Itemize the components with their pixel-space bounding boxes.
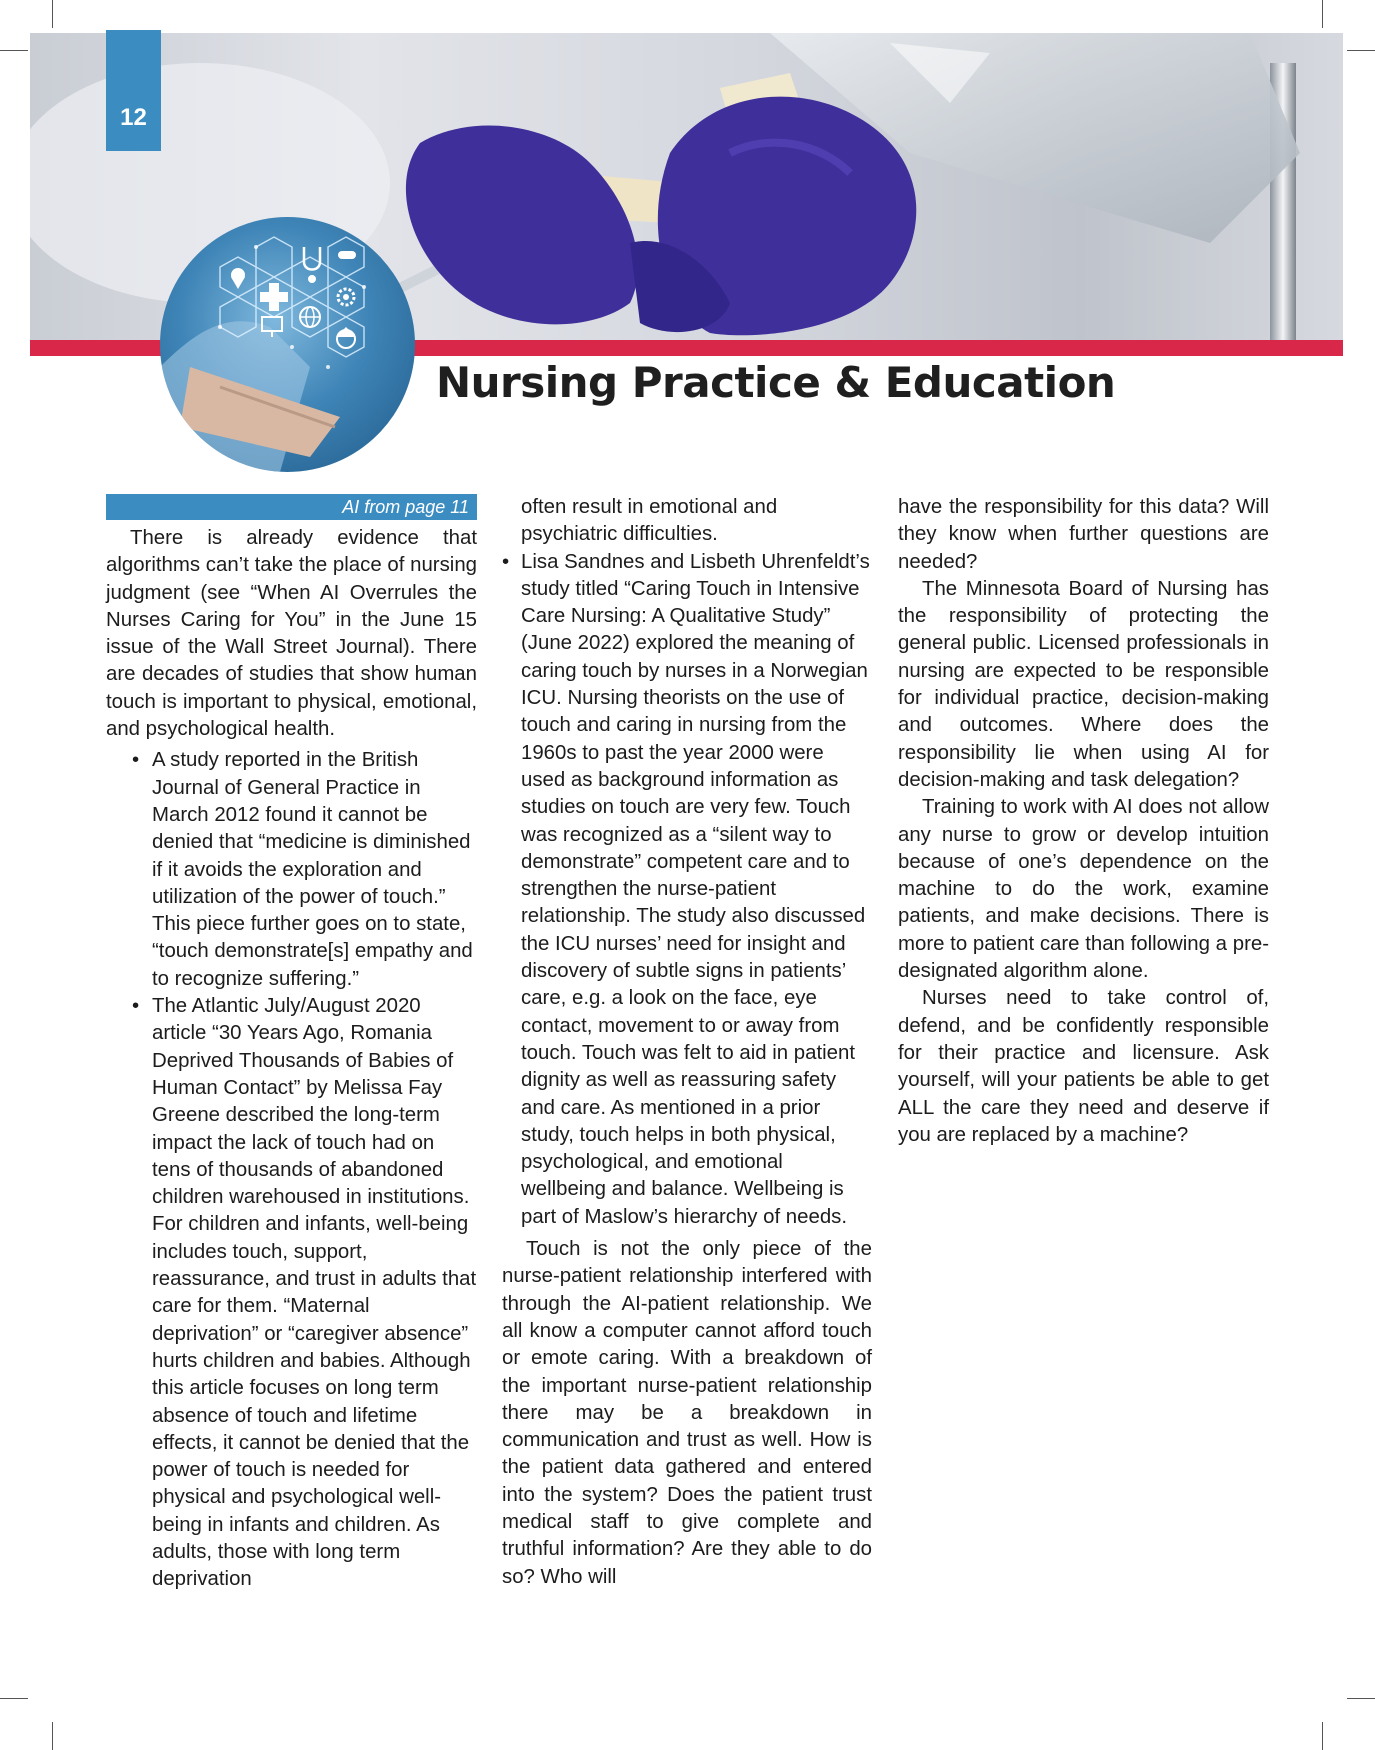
globe-icon bbox=[300, 307, 320, 327]
continued-from-label: AI from page 11 bbox=[106, 494, 477, 520]
crop-mark-top-right-v bbox=[1322, 0, 1323, 28]
continued-bullet-text: often result in emotional and psychiatric difficulties. bbox=[521, 496, 778, 546]
bullet-text: The Atlantic July/August 2020 article “30 Years Ago, Romania Deprived Thousands of Babies of Human Contact” by Melissa Fay Greene described the long-term impact the lack of touch had on tens of thousands of abandoned children warehoused in institutions. bbox=[152, 995, 470, 1209]
bullet-item bbox=[106, 747, 477, 993]
page-number: 12 bbox=[106, 30, 161, 151]
crop-mark-top-left-h bbox=[0, 50, 28, 51]
bullet-icon: • bbox=[502, 550, 510, 573]
body-paragraph: The Minnesota Board of Nursing has the responsibility of protecting the general public. Licensed professionals in nursing are expected to be responsible for individual practice, decision-making and outcomes. Where does the responsibility lie when using AI for decision-making and task delegation? bbox=[898, 577, 1269, 791]
bullet-item bbox=[106, 993, 477, 1211]
crop-mark-top-left-v bbox=[52, 0, 53, 28]
intro-paragraph: There is already evidence that algorithms can’t take the place of nursing judgment (see “When AI Overrules the Nurses Caring for You” in the June 15 issue of the Wall Street Journal). There are decades of studies that show human touch is important to physical, emotional, and psychological health. bbox=[106, 527, 477, 741]
bullet-icon: • bbox=[132, 995, 140, 1018]
body-paragraph: Touch is not the only piece of the nurse-patient relationship interfered with through the AI-patient relationship. We all know a computer cannot afford touch or emote caring. With a breakdown of the important nurse-patient relationship there may be a breakdown in communication and trust as well. How is the patient data gathered and entered into the system? Does the patient trust medical staff to give complete and truthful information? Are they able to do so? Who will bbox=[502, 1238, 872, 1588]
article-column-3 bbox=[898, 494, 1269, 1149]
crop-mark-top-right-h bbox=[1347, 50, 1375, 51]
gear-icon bbox=[338, 289, 354, 305]
section-title: Nursing Practice & Education bbox=[436, 358, 1116, 407]
body-paragraph: Nurses need to take control of, defend, and be confidently responsible for their practice and licensure. Ask yourself, will your patients be able to get ALL the care they need and deserve if you are replaced by a machine? bbox=[898, 987, 1269, 1146]
medical-tech-circle-image bbox=[160, 217, 415, 472]
location-pin-icon bbox=[231, 268, 245, 289]
crop-mark-bottom-left-v bbox=[52, 1722, 53, 1750]
bullet-icon: • bbox=[132, 749, 140, 772]
bullet-text: A study reported in the British Journal of General Practice in March 2012 found it cannot be denied that “medicine is diminished if it avoids the exploration and utilization of the power of touch.” This piece further goes on to state, “touch demonstrate[s] empathy and to recognize suffering.” bbox=[152, 749, 473, 990]
continued-paragraph: have the responsibility for this data? Will they know when further questions are needed? bbox=[898, 496, 1269, 573]
article-column-2 bbox=[502, 494, 872, 1591]
medical-icons-graphic bbox=[160, 217, 415, 472]
crop-mark-bottom-left-h bbox=[0, 1698, 28, 1699]
crop-mark-bottom-right-v bbox=[1322, 1722, 1323, 1750]
bullet-item bbox=[502, 549, 872, 1231]
bullet-text: Lisa Sandnes and Lisbeth Uhrenfeldt’s study titled “Caring Touch in Intensive Care Nursing: A Qualitative Study” (June 2022) explored the meaning of caring touch by nurses in a Norwegian ICU. Nursing theorists on the use of touch and caring in nursing from the 1960s to past the year 2000 were used as background information as studies on touch are very few. Touch was recognized as a “silent way to demonstrate” competent care and to strengthen the nurse-patient relationship. The study also discussed the ICU nurses’ need for insight and discovery of subtle signs in patients’ care, e.g. a look on the face, eye contact, movement to or away from touch. Touch was felt to aid in patient dignity as well as reassuring safety and care. As mentioned in a prior study, touch helps in both physical, psychological, and emotional wellbeing and balance. Wellbeing is part of Maslow’s hierarchy of needs. bbox=[521, 550, 870, 1228]
crop-mark-bottom-right-h bbox=[1347, 1698, 1375, 1699]
pill-icon bbox=[338, 251, 356, 259]
stethoscope-icon bbox=[304, 247, 320, 283]
body-paragraph: Training to work with AI does not allow any nurse to grow or develop intuition because of one’s dependence on the machine to do the work, examine patients, and make decisions. There is more to patient care than following a pre-designated algorithm alone. bbox=[898, 796, 1269, 983]
bullet-continuation-text: For children and infants, well-being includes touch, support, reassurance, and trust in adults that care for them. “Maternal deprivation” or “caregiver absence” hurts children and babies. Although this article focuses on long term absence of touch and lifetime effects, it cannot be denied that the power of touch is needed for physical and psychological well-being in infants and children. As adults, those with long term deprivation bbox=[152, 1213, 477, 1591]
recycle-icon bbox=[336, 327, 356, 348]
medical-cross-icon bbox=[260, 283, 288, 311]
article-column-1 bbox=[106, 494, 477, 1594]
